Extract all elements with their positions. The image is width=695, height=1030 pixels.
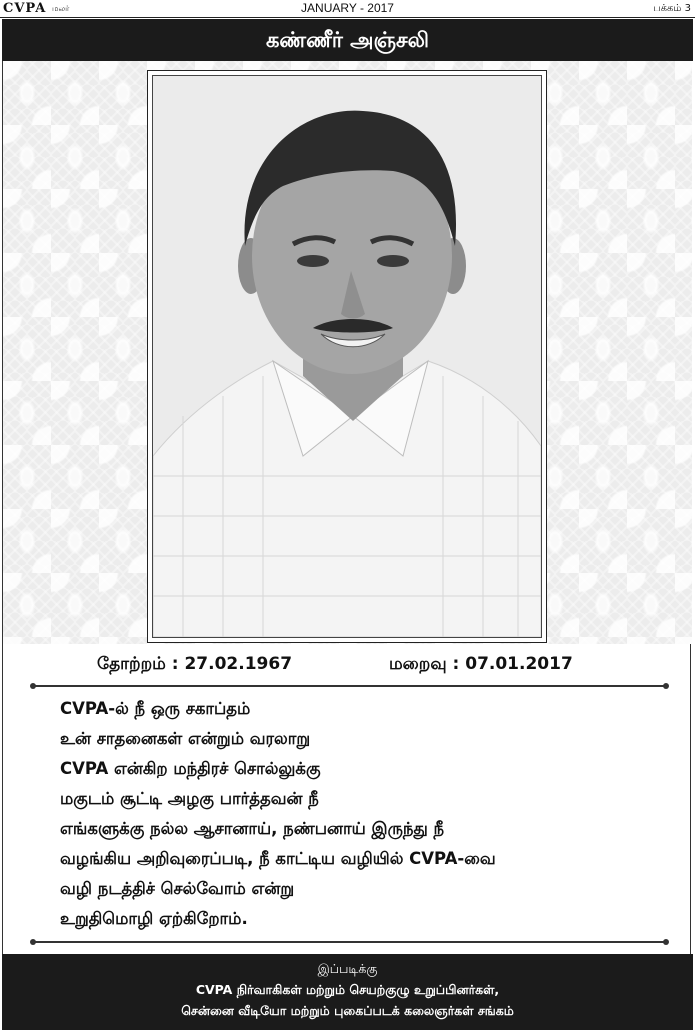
title-band: [2, 19, 693, 61]
tribute-line: CVPA-ல் நீ ஒரு சகாப்தம்: [60, 699, 251, 718]
tribute-line: வழங்கிய அறிவுரைப்படி, நீ காட்டிய வழியில் CVPA-வை: [60, 849, 496, 868]
page-title: கண்ணீர் அஞ்சலி: [265, 28, 430, 52]
tribute-line: எங்களுக்கு நல்ல ஆசானாய், நண்பனாய் இருந்து நீ: [60, 819, 445, 838]
publication-logo: CVPA: [3, 1, 47, 16]
signoff-members: CVPA நிர்வாகிகள் மற்றும் செயற்குழு உறுப்பினர்கள்,: [195, 982, 500, 997]
divider-top: [33, 685, 666, 687]
tribute-line: வழி நடத்திச் செல்வோம் என்று: [60, 879, 295, 898]
birth-date: தோற்றம் : 27.02.1967: [97, 654, 293, 674]
page-number: பக்கம் 3: [653, 3, 691, 14]
divider-bottom: [33, 941, 666, 943]
tribute-line: உறுதிமொழி ஏற்கிறோம்.: [60, 909, 248, 928]
signoff-association: சென்னை வீடியோ மற்றும் புகைப்படக் கலைஞர்கள் சங்கம்: [181, 1003, 514, 1018]
tribute-line: மகுடம் சூட்டி அழகு பார்த்தவன் நீ: [60, 789, 319, 808]
page-header: [0, 0, 695, 18]
death-date: மறைவு : 07.01.2017: [389, 654, 573, 674]
publication-logo-sub: மலர்: [52, 4, 70, 13]
portrait-illustration: [153, 76, 541, 637]
issue-month: JANUARY - 2017: [301, 1, 394, 15]
tribute-text: [60, 694, 660, 934]
portrait-photo: [152, 75, 542, 638]
tribute-line: உன் சாதனைகள் என்றும் வரலாறு: [60, 729, 311, 748]
life-dates: [0, 652, 695, 676]
tribute-line: CVPA என்கிற மந்திரச் சொல்லுக்கு: [60, 759, 321, 778]
signature-band: [2, 954, 693, 1030]
signoff-label: இப்படிக்கு: [317, 961, 378, 976]
